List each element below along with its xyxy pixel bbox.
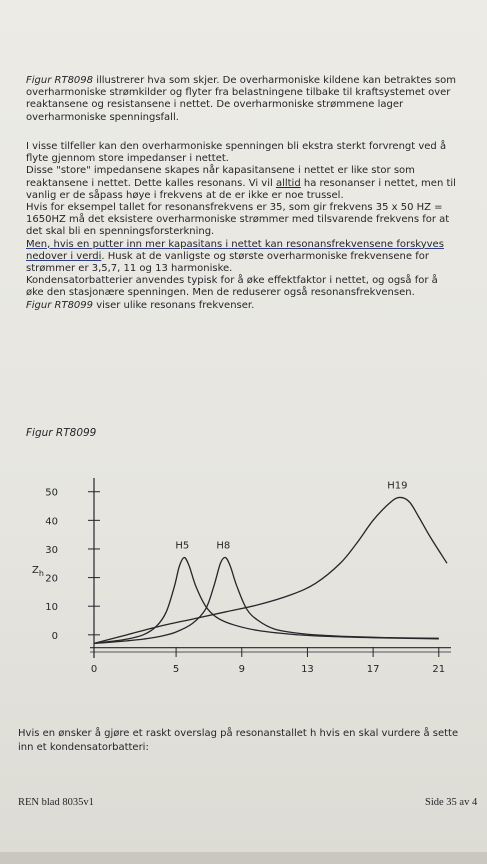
text-line: Disse "store" impedansene skapes når kapasitansene i nettet er like stor som xyxy=(26,165,415,177)
paragraph-resonance xyxy=(26,141,466,312)
text-line: inn et kondensatorbatteri: xyxy=(18,742,149,753)
paragraph-intro xyxy=(26,75,466,124)
y-tick-label: 30 xyxy=(45,544,58,556)
y-tick-label: 50 xyxy=(45,487,58,499)
chart-ticks xyxy=(45,488,445,675)
text-span: illustrerer hva som skjer. De overharmoniske kildene kan betraktes som xyxy=(93,75,456,86)
text-line: vanlig er de såpass høye i frekvens at de er ikke er noe trussel. xyxy=(26,189,344,201)
x-tick-label: 5 xyxy=(172,664,180,675)
footer-document-id: REN blad 8035v1 xyxy=(18,797,94,808)
x-tick-label: 0 xyxy=(90,664,98,675)
figure-reference: Figur RT8099 xyxy=(26,299,94,311)
text-line xyxy=(26,251,466,263)
chart-curves xyxy=(94,497,447,643)
text-line: I visse tilfeller kan den overharmoniske spenningen bli ekstra sterkt forvrengt ved å xyxy=(26,141,447,152)
pen-underlined-text: nedover i verdi xyxy=(26,250,102,262)
text-line: overharmoniske strømkilder og flyter fra belastningene tilbake til kraftsystemet over xyxy=(26,87,451,99)
text-line: flyte gjennom store impedanser i nettet. xyxy=(26,153,229,165)
text-line: det skal bli en spenningsforsterkning. xyxy=(26,226,215,238)
curve-h5 xyxy=(94,558,439,644)
text-line: øke den stasjonære spenningen. Men de reduserer også resonansfrekvensen. xyxy=(26,287,415,299)
x-tick-label: 21 xyxy=(432,664,446,675)
text-span: . Husk at de vanligste og største overharmoniske frekvensene for xyxy=(101,250,429,262)
chart-axes xyxy=(90,478,451,658)
text-line xyxy=(26,300,466,312)
paragraph-estimate xyxy=(18,727,487,755)
y-axis-label-main: Z xyxy=(32,565,39,576)
text-line: overharmoniske spenningsfall. xyxy=(26,111,179,123)
curve-h8 xyxy=(94,557,439,643)
series-label-h8: H8 xyxy=(216,540,231,552)
text-line: Kondensatorbatterier anvendes typisk for å øke effektfaktor i nettet, og også for å xyxy=(26,275,438,287)
y-tick-label: 40 xyxy=(45,516,58,528)
text-span: ha resonanser i nettet, men til xyxy=(300,177,456,189)
y-tick-label: 20 xyxy=(45,573,58,585)
text-line: 1650HZ må det eksistere overharmoniske strømmer med tilsvarende frekvens for at xyxy=(26,214,450,226)
text-span: reaktansene i nettet. Dette kalles resonans. Vi vil xyxy=(26,177,276,189)
figure-reference: Figur RT8098 xyxy=(26,75,94,86)
resonance-chart xyxy=(0,478,487,690)
footer-page-number: Side 35 av 4 xyxy=(425,797,478,808)
x-tick-label: 17 xyxy=(366,664,380,675)
text-line: reaktansene og resistansene i nettet. De overharmoniske strømmene lager xyxy=(26,99,404,111)
curve-h19 xyxy=(94,497,447,643)
text-span: viser ulike resonans frekvenser. xyxy=(93,299,255,311)
series-label-h5: H5 xyxy=(175,540,190,552)
text-line: Hvis en ønsker å gjøre et raskt overslag på resonanstallet h hvis en skal vurdere å sette xyxy=(18,728,459,739)
y-axis-label-subscript: h xyxy=(38,569,44,578)
text-line: Hvis for eksempel tallet for resonansfrekvens er 35, som gir frekvens 35 x 50 HZ = xyxy=(26,202,443,214)
x-tick-label: 13 xyxy=(301,664,314,675)
underlined-word: alltid xyxy=(275,177,301,189)
page-bottom-edge xyxy=(0,852,487,864)
text-line: strømmer er 3,5,7, 11 og 13 harmoniske. xyxy=(26,263,233,275)
x-tick-label: 9 xyxy=(238,664,245,675)
text-line xyxy=(26,75,466,87)
figure-caption: Figur RT8099 xyxy=(26,427,97,439)
text-line xyxy=(26,178,466,190)
y-axis-label xyxy=(32,565,44,578)
y-tick-label: 0 xyxy=(51,630,58,642)
text-line xyxy=(26,239,466,251)
y-tick-label: 10 xyxy=(45,602,58,614)
pen-underlined-text: Men, hvis en putter inn mer kapasitans i nettet kan resonansfrekvensene forskyves xyxy=(26,238,444,250)
series-label-h19: H19 xyxy=(387,480,408,492)
